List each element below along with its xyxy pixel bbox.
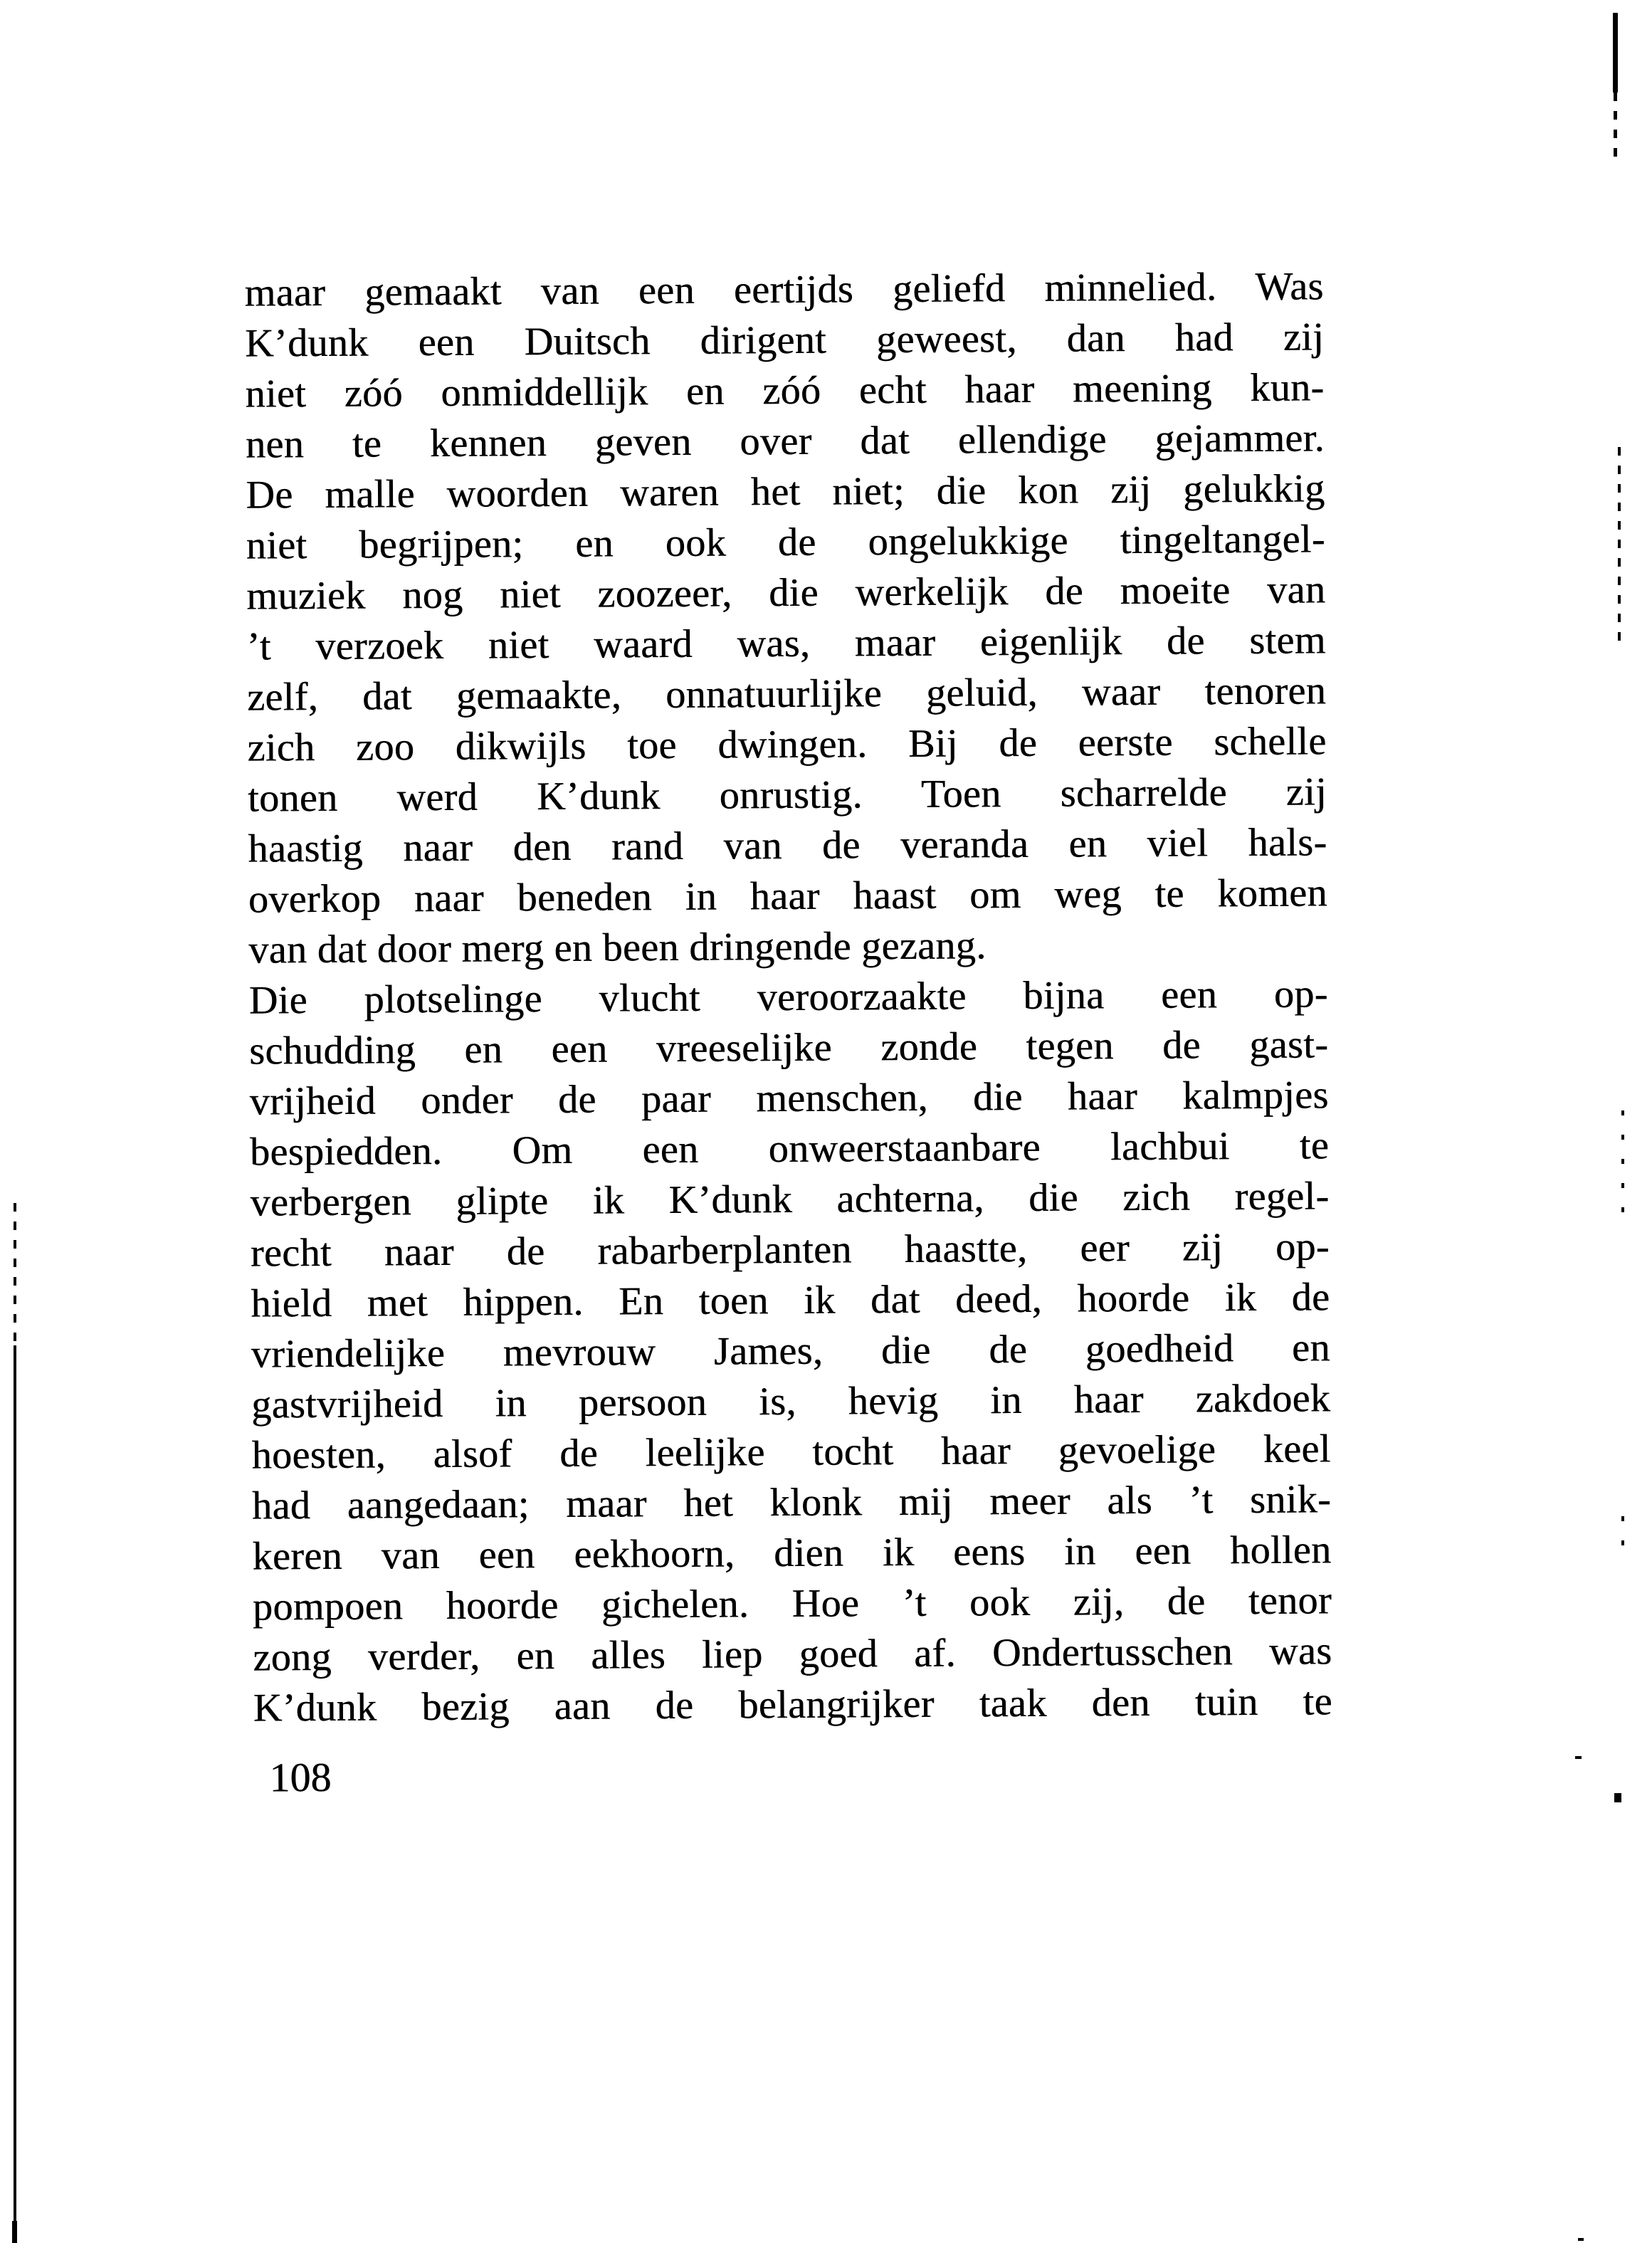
scan-artifact-right-top-solid [1613, 13, 1618, 93]
text-line: verbergen glipte ik K’dunk achterna, die zich regel- [250, 1174, 1330, 1225]
text-line: maar gemaakt van een eertijds geliefd minnelied. Was [244, 264, 1324, 315]
text-line: niet zóó onmiddellijk en zóó echt haar meening kun- [245, 365, 1325, 416]
scan-artifact-left-solid-thick [12, 2221, 17, 2243]
page-number: 108 [269, 1753, 332, 1801]
scan-artifact-right-lower-dashes-2 [1621, 1516, 1624, 1548]
text-line: gastvrijheid in persoon is, hevig in haar zakdoek [251, 1376, 1331, 1427]
text-line: zich zoo dikwijls toe dwingen. Bij de eerste schelle [247, 719, 1327, 770]
text-line: ’t verzoek niet waard was, maar eigenlijk de stem [246, 618, 1326, 669]
text-line: hoesten, alsof de leelijke tocht haar gevoelige keel [251, 1427, 1331, 1478]
text-line: K’dunk een Duitsch dirigent geweest, dan had zij [244, 315, 1325, 366]
text-line: nen te kennen geven over dat ellendige gejammer. [245, 416, 1325, 467]
text-line: Die plotselinge vlucht veroorzaakte bijna een op- [248, 972, 1328, 1023]
text-line: keren van een eekhoorn, dien ik eens in een hollen [252, 1528, 1332, 1579]
scan-artifact-dot-1 [1575, 1756, 1582, 1759]
text-line: De malle woorden waren het niet; die kon zij gelukkig [246, 466, 1325, 518]
text-line: schudding en een vreeselijke zonde tegen de gast- [248, 1022, 1329, 1073]
scan-artifact-dot-2 [1614, 1793, 1621, 1802]
text-line: bespiedden. Om een onweerstaanbare lachbui te [249, 1123, 1330, 1175]
scan-artifact-dot-3 [1578, 2238, 1584, 2241]
text-block [244, 261, 1332, 1799]
text-line: zong verder, en alles liep goed af. Ondertusschen was [253, 1629, 1332, 1680]
text-line: pompoen hoorde gichelen. Hoe ’t ook zij, de tenor [252, 1578, 1332, 1629]
text-line: niet begrijpen; en ook de ongelukkige tingeltangel- [246, 517, 1325, 568]
text-line: haastig naar den rand van de veranda en viel hals- [248, 820, 1327, 871]
scan-artifact-right-top-dashes [1614, 93, 1617, 164]
text-line: overkop naar beneden in haar haast om weg te komen [248, 871, 1328, 922]
scan-artifact-left-dashes [14, 1203, 16, 1345]
text-line: zelf, dat gemaakte, onnatuurlijke geluid, waar tenoren [246, 668, 1327, 720]
scan-artifact-left-solid [14, 1345, 16, 2243]
text-line: muziek nog niet zoozeer, die werkelijk de moeite van [246, 567, 1326, 619]
text-line: vriendelijke mevrouw James, die de goedheid en [251, 1325, 1330, 1377]
scan-artifact-right-mid-dashes [1618, 447, 1621, 643]
text-line: recht naar de rabarberplanten haastte, eer zij op- [250, 1224, 1330, 1276]
text-line-paragraph-end: van dat door merg en been dringende gezang. [248, 923, 987, 972]
text-line: K’dunk bezig aan de belangrijker taak den tuin te [253, 1679, 1332, 1730]
text-line: vrijheid onder de paar menschen, die haar kalmpjes [249, 1073, 1329, 1124]
scan-artifact-right-lower-dashes [1621, 1110, 1624, 1214]
text-line: tonen werd K’dunk onrustig. Toen scharrelde zij [247, 769, 1327, 821]
text-line: had aangedaan; maar het klonk mij meer als ’t snik- [251, 1477, 1332, 1528]
text-line: hield met hippen. En toen ik dat deed, hoorde ik de [251, 1275, 1330, 1326]
